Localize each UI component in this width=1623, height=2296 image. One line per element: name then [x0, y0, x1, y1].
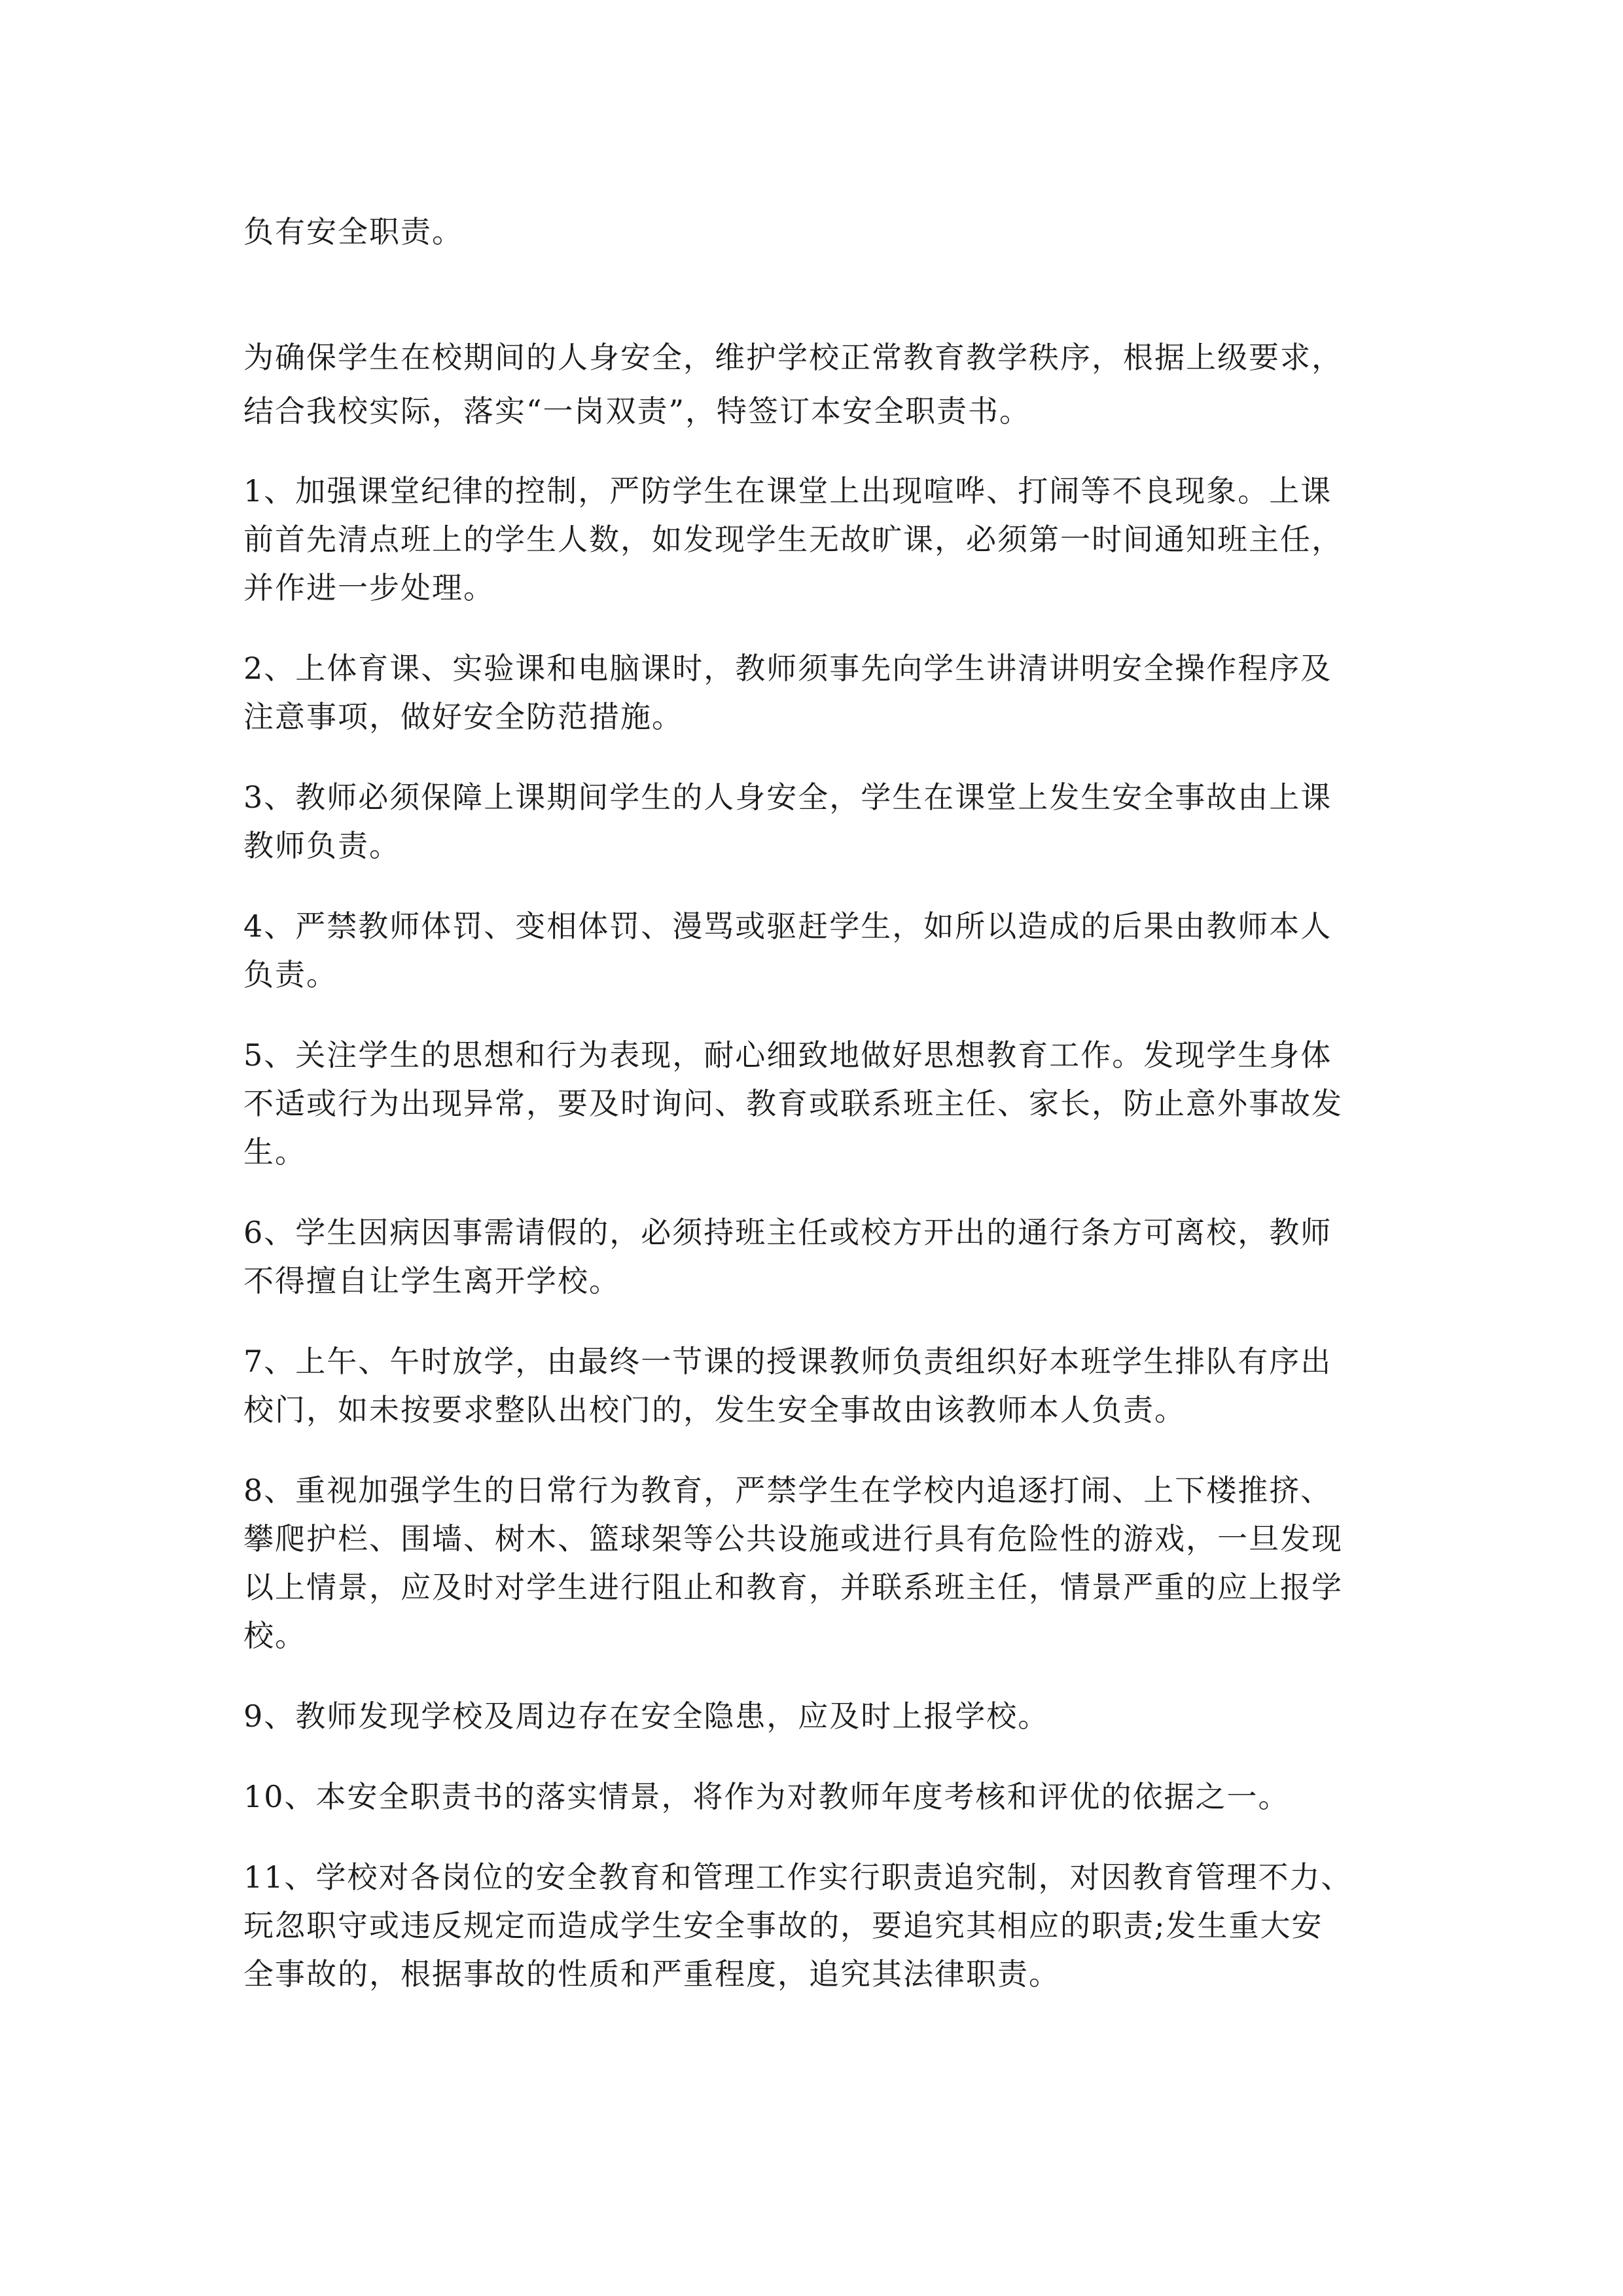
- item-3-line-2: 教师负责。: [243, 828, 401, 863]
- item-11-line-1: 11、学校对各岗位的安全教育和管理工作实行职责追究制，对因教育管理不力、: [243, 1859, 1353, 1895]
- item-2-line-2: 注意事项，做好安全防范措施。: [243, 699, 683, 734]
- item-6-line-1: 6、学生因病因事需请假的，必须持班主任或校方开出的通行条方可离校，教师: [243, 1215, 1332, 1250]
- item-8-line-4: 校。: [243, 1618, 306, 1653]
- item-8-line-1: 8、重视加强学生的日常行为教育，严禁学生在学校内追逐打闹、上下楼推挤、: [243, 1473, 1332, 1508]
- continuation-line: 负有安全职责。: [243, 214, 463, 249]
- item-5-line-3: 生。: [243, 1134, 306, 1170]
- item-1-line-2: 前首先清点班上的学生人数，如发现学生无故旷课，必须第一时间通知班主任，: [243, 522, 1343, 557]
- item-5-line-2: 不适或行为出现异常，要及时询问、教育或联系班主任、家长，防止意外事故发: [243, 1086, 1343, 1121]
- item-4-line-2: 负责。: [243, 957, 338, 992]
- item-4-line-1: 4、严禁教师体罚、变相体罚、漫骂或驱赶学生，如所以造成的后果由教师本人: [243, 908, 1332, 944]
- item-3-line-1: 3、教师必须保障上课期间学生的人身安全，学生在课堂上发生安全事故由上课: [243, 780, 1332, 815]
- item-1-line-3: 并作进一步处理。: [243, 570, 495, 605]
- intro-line-2: 结合我校实际，落实“一岗双责”，特签订本安全职责书。: [243, 393, 1031, 429]
- item-11-line-3: 全事故的，根据事故的性质和严重程度，追究其法律职责。: [243, 1956, 1060, 1992]
- item-2-line-1: 2、上体育课、实验课和电脑课时，教师须事先向学生讲清讲明安全操作程序及: [243, 651, 1332, 686]
- item-7-line-2: 校门，如未按要求整队出校门的，发生安全事故由该教师本人负责。: [243, 1392, 1186, 1427]
- item-10-line-1: 10、本安全职责书的落实情景，将作为对教师年度考核和评优的依据之一。: [243, 1779, 1290, 1814]
- item-8-line-2: 攀爬护栏、围墙、树木、篮球架等公共设施或进行具有危险性的游戏，一旦发现: [243, 1521, 1343, 1556]
- item-6-line-2: 不得擅自让学生离开学校。: [243, 1263, 620, 1299]
- item-5-line-1: 5、关注学生的思想和行为表现，耐心细致地做好思想教育工作。发现学生身体: [243, 1037, 1332, 1073]
- item-11-line-2: 玩忽职守或违反规定而造成学生安全事故的，要追究其相应的职责;发生重大安: [243, 1908, 1323, 1943]
- item-7-line-1: 7、上午、午时放学，由最终一节课的授课教师负责组织好本班学生排队有序出: [243, 1344, 1332, 1379]
- item-1-line-1: 1、加强课堂纪律的控制，严防学生在课堂上出现喧哗、打闹等不良现象。上课: [243, 473, 1332, 509]
- item-9-line-1: 9、教师发现学校及周边存在安全隐患，应及时上报学校。: [243, 1698, 1050, 1734]
- intro-line-1: 为确保学生在校期间的人身安全，维护学校正常教育教学秩序，根据上级要求，: [243, 340, 1343, 375]
- item-8-line-3: 以上情景，应及时对学生进行阻止和教育，并联系班主任，情景严重的应上报学: [243, 1570, 1343, 1605]
